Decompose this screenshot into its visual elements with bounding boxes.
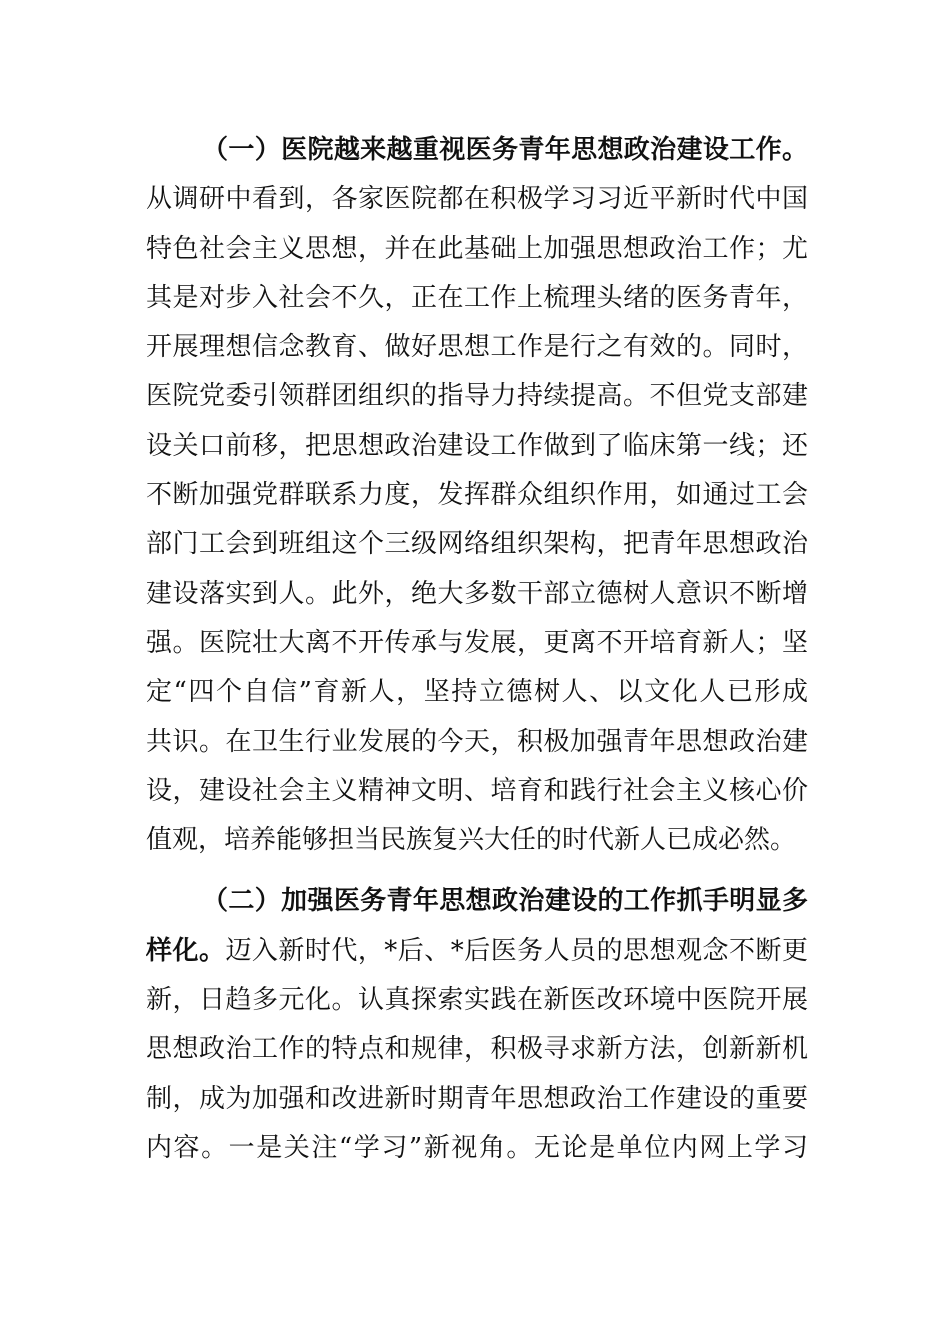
paragraph-line: 建设落实到人。此外，绝大多数干部立德树人意识不断增 — [146, 578, 808, 609]
paragraph-line: 医院党委引领群团组织的指导力持续提高。不但党支部建 — [146, 381, 808, 412]
paragraph-line: 其是对步入社会不久，正在工作上梳理头绪的医务青年， — [146, 282, 808, 313]
paragraph-gap — [146, 865, 808, 877]
section2-heading-end: 样化。 — [146, 935, 226, 966]
paragraph-line: 值观，培养能够担当民族复兴大任的时代新人已成必然。 — [146, 825, 797, 856]
paragraph-line: 内容。一是关注“学习”新视角。无论是单位内网上学习 — [146, 1132, 808, 1163]
section2-heading: （二）加强医务青年思想政治建设的工作抓手明显多 — [202, 886, 808, 917]
paragraph-line — [146, 927, 808, 976]
paragraph-line: 新，日趋多元化。认真探索实践在新医改环境中医院开展 — [146, 985, 808, 1016]
paragraph-line: 设，建设社会主义精神文明、培育和践行社会主义核心价 — [146, 775, 808, 806]
paragraph-line: 部门工会到班组这个三级网络组织架构，把青年思想政治 — [146, 529, 808, 560]
paragraph-line: 强。医院壮大离不开传承与发展，更离不开培育新人；坚 — [146, 627, 808, 658]
paragraph-line: 设关口前移，把思想政治建设工作做到了临床第一线；还 — [146, 430, 808, 461]
paragraph-line: 制，成为加强和改进新时期青年思想政治工作建设的重要 — [146, 1083, 808, 1114]
paragraph-line: 开展理想信念教育、做好思想工作是行之有效的。同时， — [146, 332, 808, 363]
paragraph-line: 从调研中看到，各家医院都在积极学习习近平新时代中国 — [146, 184, 808, 215]
section1-heading: （一）医院越来越重视医务青年思想政治建设工作。 — [202, 135, 808, 165]
document-body — [146, 126, 808, 1173]
paragraph-line: 思想政治工作的特点和规律，积极寻求新方法，创新新机 — [146, 1034, 808, 1065]
paragraph-line: 定“四个自信”育新人，坚持立德树人、以文化人已形成 — [146, 677, 808, 708]
paragraph-line: 不断加强党群联系力度，发挥群众组织作用，如通过工会 — [146, 480, 808, 511]
paragraph-line: 共识。在卫生行业发展的今天，积极加强青年思想政治建 — [146, 726, 808, 757]
paragraph-text: 迈入新时代，*后、*后医务人员的思想观念不断更 — [225, 935, 808, 966]
paragraph-line: 特色社会主义思想，并在此基础上加强思想政治工作；尤 — [146, 233, 808, 264]
